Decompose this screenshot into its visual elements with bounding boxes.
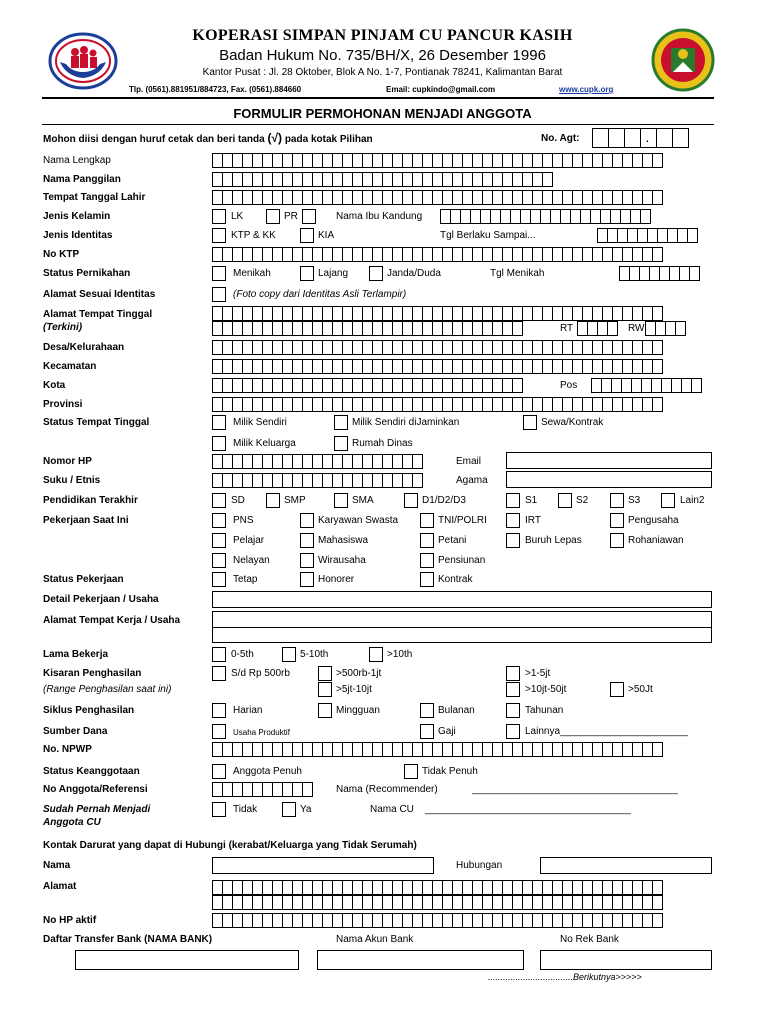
- letter-cell[interactable]: [675, 321, 686, 336]
- pr-checkbox[interactable]: [266, 209, 280, 224]
- usaha-produktif-checkbox[interactable]: [212, 724, 226, 739]
- r10-50-checkbox[interactable]: [506, 682, 520, 697]
- coop-logo: [48, 32, 118, 90]
- form-title: FORMULIR PERMOHONAN MENJADI ANGGOTA: [233, 106, 532, 121]
- letter-cell[interactable]: [542, 172, 553, 187]
- nama-cu-line[interactable]: _____________________________________: [425, 804, 631, 815]
- smp-checkbox[interactable]: [266, 493, 280, 508]
- agama-field[interactable]: [506, 471, 712, 488]
- honorer-label: Honorer: [318, 574, 355, 585]
- smp-label: SMP: [284, 495, 306, 506]
- pensiunan-label: Pensiunan: [438, 555, 486, 566]
- letter-cell[interactable]: [687, 228, 698, 243]
- npwp-field[interactable]: [212, 742, 662, 757]
- r5-10-checkbox[interactable]: [318, 682, 332, 697]
- label-jenis-identitas: Jenis Identitas: [43, 230, 113, 241]
- label-kisaran: Kisaran Penghasilan: [43, 668, 142, 679]
- s1-label: S1: [525, 495, 538, 506]
- petani-checkbox[interactable]: [420, 533, 434, 548]
- letter-cell[interactable]: [652, 340, 663, 355]
- r500-1-label: >500rb-1jt: [336, 668, 382, 679]
- letter-cell[interactable]: [412, 473, 423, 488]
- pos-field[interactable]: [591, 378, 701, 393]
- r10-50-label: >10jt-50jt: [525, 684, 567, 695]
- kontak-alamat-row2[interactable]: [212, 895, 662, 910]
- pensiunan-checkbox[interactable]: [420, 553, 434, 568]
- tgl-berlaku-label: Tgl Berlaku Sampai...: [440, 230, 536, 241]
- lainnya-label[interactable]: Lainnya_______________________: [525, 726, 688, 737]
- address: Kantor Pusat : Jl. 28 Oktober, Blok A No. 1-7, Pontianak 78241, Kalimantan Barat: [202, 67, 563, 78]
- letter-cell[interactable]: [640, 209, 651, 224]
- ktp-kk-checkbox[interactable]: [212, 228, 226, 243]
- agama-label: Agama: [456, 475, 488, 486]
- honorer-checkbox[interactable]: [300, 572, 314, 587]
- email-label: Email: [456, 456, 482, 467]
- letter-cell[interactable]: [652, 742, 663, 757]
- member-no-field[interactable]: [592, 128, 688, 148]
- tahunan-checkbox[interactable]: [506, 703, 520, 718]
- kontak-alamat-row1[interactable]: [212, 880, 662, 895]
- nelayan-checkbox[interactable]: [212, 553, 226, 568]
- tetap-checkbox[interactable]: [212, 572, 226, 587]
- label-desa: Desa/Kelurahaan: [43, 342, 125, 353]
- sd-label: SD: [231, 495, 245, 506]
- label-sumber-dana: Sumber Dana: [43, 726, 108, 737]
- nomor-hp-field[interactable]: [212, 454, 422, 469]
- tidak-penuh-label: Tidak Penuh: [422, 766, 478, 777]
- pr-label: PR: [284, 211, 298, 222]
- r1-5-label: >1-5jt: [525, 668, 551, 679]
- letter-cell[interactable]: [652, 306, 663, 321]
- r500-1-checkbox[interactable]: [318, 666, 332, 681]
- label-status-pekerjaan: Status Pekerjaan: [43, 574, 124, 585]
- letter-cell[interactable]: [691, 378, 702, 393]
- mingguan-checkbox[interactable]: [318, 703, 332, 718]
- hubungan-label: Hubungan: [456, 860, 503, 871]
- letter-cell[interactable]: [652, 397, 663, 412]
- s3-checkbox[interactable]: [610, 493, 624, 508]
- anggota-penuh-label: Anggota Penuh: [233, 766, 302, 777]
- label-alamat-tinggal: Alamat Tempat Tinggal: [43, 309, 153, 320]
- ya-checkbox[interactable]: [282, 802, 296, 817]
- wirausaha-checkbox[interactable]: [300, 553, 314, 568]
- no-anggota-ref-field[interactable]: [212, 782, 312, 797]
- label-kontak-darurat: Kontak Darurat yang dapat di Hubungi (kerabat/Keluarga yang Tidak Serumah): [43, 840, 417, 851]
- r50-label: >50Jt: [628, 684, 653, 695]
- nama-lengkap-field[interactable]: [212, 153, 662, 168]
- kontrak-checkbox[interactable]: [420, 572, 434, 587]
- lajang-checkbox[interactable]: [300, 266, 314, 281]
- s3-label: S3: [628, 495, 641, 506]
- sd500-label: S/d Rp 500rb: [231, 668, 290, 679]
- legal-entity: Badan Hukum No. 735/BH/X, 26 Desember 1996: [219, 47, 546, 64]
- letter-cell[interactable]: [689, 266, 700, 281]
- buruh-checkbox[interactable]: [506, 533, 520, 548]
- r50-checkbox[interactable]: [610, 682, 624, 697]
- buruh-label: Buruh Lepas: [525, 535, 582, 546]
- nama-akun-label: Nama Akun Bank: [336, 934, 414, 945]
- no-hp-aktif-field[interactable]: [212, 913, 662, 928]
- footer-next: ..................................Berikutnya>>>>>: [488, 972, 642, 982]
- label-status-pernikahan: Status Pernikahan: [43, 268, 131, 279]
- alamat-tinggal-row1[interactable]: [212, 306, 662, 321]
- karyawan-label: Karyawan Swasta: [318, 515, 399, 526]
- label-sudah-pernah: Sudah Pernah Menjadi: [43, 804, 151, 815]
- letter-cell[interactable]: [652, 895, 663, 910]
- sd-checkbox[interactable]: [212, 493, 226, 508]
- s2-checkbox[interactable]: [558, 493, 572, 508]
- rohaniawan-label: Rohaniawan: [628, 535, 684, 546]
- mingguan-label: Mingguan: [336, 705, 380, 716]
- detail-pekerjaan-field[interactable]: [212, 591, 712, 608]
- email-field[interactable]: [506, 452, 712, 469]
- foto-copy-label: (Foto copy dari Identitas Asli Terlampir): [233, 289, 407, 300]
- usaha-produktif-label: Usaha Produktif: [233, 728, 290, 737]
- label-no-ktp: No KTP: [43, 249, 80, 260]
- letter-cell[interactable]: [652, 153, 663, 168]
- suku-field[interactable]: [212, 473, 422, 488]
- phone-fax: Tlp. (0561).881951/884723, Fax. (0561).884660: [129, 85, 302, 94]
- th5-10-label: 5-10th: [300, 649, 329, 660]
- kia-checkbox[interactable]: [300, 228, 314, 243]
- sma-checkbox[interactable]: [334, 493, 348, 508]
- label-alamat-identitas: Alamat Sesuai Identitas: [43, 289, 156, 300]
- label-siklus: Siklus Penghasilan: [43, 705, 135, 716]
- label-no-anggota-ref: No Anggota/Referensi: [43, 784, 148, 795]
- header-divider: [42, 97, 714, 99]
- label-pekerjaan: Pekerjaan Saat Ini: [43, 515, 129, 526]
- label-detail-pekerjaan: Detail Pekerjaan / Usaha: [43, 594, 159, 605]
- nama-akun-field[interactable]: [317, 950, 524, 970]
- harian-checkbox[interactable]: [212, 703, 226, 718]
- pr-extra-checkbox[interactable]: [302, 209, 316, 224]
- tgl-berlaku-field[interactable]: [597, 228, 697, 243]
- foto-copy-checkbox[interactable]: [212, 287, 226, 302]
- label-jenis-kelamin: Jenis Kelamin: [43, 211, 111, 222]
- tgl-menikah-field[interactable]: [619, 266, 699, 281]
- letter-cell[interactable]: [652, 880, 663, 895]
- tahunan-label: Tahunan: [525, 705, 564, 716]
- label-status-keanggotaan: Status Keanggotaan: [43, 766, 140, 777]
- mahasiswa-checkbox[interactable]: [300, 533, 314, 548]
- label-suku: Suku / Etnis: [43, 475, 101, 486]
- kia-label: KIA: [318, 230, 335, 241]
- pengusaha-label: Pengusaha: [628, 515, 679, 526]
- sewa-label: Sewa/Kontrak: [541, 417, 604, 428]
- menikah-checkbox[interactable]: [212, 266, 226, 281]
- d123-label: D1/D2/D3: [422, 495, 466, 506]
- th0-5-checkbox[interactable]: [212, 647, 226, 662]
- irt-label: IRT: [525, 515, 541, 526]
- ttl-field[interactable]: [212, 190, 662, 205]
- alamat-kerja-divider: [212, 627, 712, 628]
- petani-label: Petani: [438, 535, 467, 546]
- tni-checkbox[interactable]: [420, 513, 434, 528]
- th10-label: >10th: [387, 649, 413, 660]
- bulanan-checkbox[interactable]: [420, 703, 434, 718]
- lain2-checkbox[interactable]: [661, 493, 675, 508]
- rt-label: RT: [560, 323, 574, 334]
- tgl-menikah-label: Tgl Menikah: [490, 268, 545, 279]
- lainnya-checkbox[interactable]: [506, 724, 520, 739]
- gaji-checkbox[interactable]: [420, 724, 434, 739]
- org-name: KOPERASI SIMPAN PINJAM CU PANCUR KASIH: [192, 27, 573, 44]
- gaji-label: Gaji: [438, 726, 456, 737]
- instruction: Mohon diisi dengan huruf cetak dan beri tanda (√) pada kotak Pilihan: [43, 131, 373, 145]
- label-range: (Range Penghasilan saat ini): [43, 684, 172, 695]
- irt-checkbox[interactable]: [506, 513, 520, 528]
- tni-label: TNI/POLRI: [438, 515, 487, 526]
- pelajar-checkbox[interactable]: [212, 533, 226, 548]
- label-terkini: (Terkini): [43, 322, 83, 333]
- milik-sendiri-label: Milik Sendiri: [233, 417, 287, 428]
- alamat-tinggal-row2[interactable]: [212, 321, 522, 336]
- label-provinsi: Provinsi: [43, 399, 83, 410]
- sewa-checkbox[interactable]: [523, 415, 537, 430]
- recommender-line[interactable]: _____________________________________: [472, 784, 678, 795]
- nama-ibu-label: Nama Ibu Kandung: [336, 211, 423, 222]
- pos-label: Pos: [560, 380, 578, 391]
- nama-recommender-label: Nama (Recommender): [336, 784, 438, 795]
- rw-field[interactable]: [645, 321, 685, 336]
- label-nama-lengkap: Nama Lengkap: [43, 155, 111, 166]
- bulanan-label: Bulanan: [438, 705, 475, 716]
- member-no-label: No. Agt:: [541, 133, 580, 144]
- no-rek-field[interactable]: [540, 950, 712, 970]
- label-alamat: Alamat: [43, 881, 77, 892]
- th5-10-checkbox[interactable]: [282, 647, 296, 662]
- kecamatan-field[interactable]: [212, 359, 662, 374]
- tidak-label: Tidak: [233, 804, 258, 815]
- letter-cell[interactable]: [652, 247, 663, 262]
- email: Email: cupkindo@gmail.com: [386, 85, 496, 94]
- r5-10-label: >5jt-10jt: [336, 684, 372, 695]
- milik-keluarga-checkbox[interactable]: [212, 436, 226, 451]
- letter-cell[interactable]: [412, 454, 423, 469]
- desa-field[interactable]: [212, 340, 662, 355]
- label-daftar-bank: Daftar Transfer Bank (NAMA BANK): [43, 934, 213, 945]
- website-link[interactable]: www.cupk.org: [559, 85, 614, 94]
- ktp-kk-label: KTP & KK: [231, 230, 276, 241]
- label-nama: Nama: [43, 860, 71, 871]
- lajang-label: Lajang: [318, 268, 349, 279]
- provinsi-field[interactable]: [212, 397, 662, 412]
- rumah-dinas-label: Rumah Dinas: [352, 438, 413, 449]
- sma-label: SMA: [352, 495, 374, 506]
- pengusaha-checkbox[interactable]: [610, 513, 624, 528]
- letter-cell[interactable]: [652, 913, 663, 928]
- janda-label: Janda/Duda: [387, 268, 441, 279]
- region-emblem: [645, 28, 721, 92]
- label-status-tempat: Status Tempat Tinggal: [43, 417, 150, 428]
- label-no-hp-aktif: No HP aktif: [43, 915, 97, 926]
- wirausaha-label: Wirausaha: [318, 555, 366, 566]
- label-lama-bekerja: Lama Bekerja: [43, 649, 109, 660]
- th0-5-label: 0-5th: [231, 649, 254, 660]
- nama-bank-field[interactable]: [75, 950, 299, 970]
- tetap-label: Tetap: [233, 574, 258, 585]
- label-kecamatan: Kecamatan: [43, 361, 97, 372]
- tidak-checkbox[interactable]: [212, 802, 226, 817]
- no-ktp-field[interactable]: [212, 247, 662, 262]
- nama-ibu-field[interactable]: [440, 209, 650, 224]
- th10-checkbox[interactable]: [369, 647, 383, 662]
- rumah-dinas-checkbox[interactable]: [334, 436, 348, 451]
- no-rek-label: No Rek Bank: [560, 934, 619, 945]
- d123-checkbox[interactable]: [404, 493, 418, 508]
- pns-checkbox[interactable]: [212, 513, 226, 528]
- letter-cell[interactable]: [652, 190, 663, 205]
- s2-label: S2: [576, 495, 589, 506]
- menikah-label: Menikah: [233, 268, 271, 279]
- pelajar-label: Pelajar: [233, 535, 265, 546]
- milik-keluarga-label: Milik Keluarga: [233, 438, 296, 449]
- tidak-penuh-checkbox[interactable]: [404, 764, 418, 779]
- lk-checkbox[interactable]: [212, 209, 226, 224]
- nama-cu-label: Nama CU: [370, 804, 414, 815]
- rohaniawan-checkbox[interactable]: [610, 533, 624, 548]
- lk-label: LK: [231, 211, 244, 222]
- kota-field[interactable]: [212, 378, 522, 393]
- kontak-nama-field[interactable]: [212, 857, 434, 874]
- lain2-label: Lain2: [680, 495, 705, 506]
- member-no-dot: .: [646, 134, 649, 145]
- ya-label: Ya: [300, 804, 312, 815]
- title-divider: [42, 124, 714, 125]
- r1-5-checkbox[interactable]: [506, 666, 520, 681]
- letter-cell[interactable]: [607, 321, 618, 336]
- harian-label: Harian: [233, 705, 263, 716]
- sd500-checkbox[interactable]: [212, 666, 226, 681]
- letter-cell[interactable]: [302, 782, 313, 797]
- label-kota: Kota: [43, 380, 66, 391]
- letter-cell[interactable]: [512, 321, 523, 336]
- label-nomor-hp: Nomor HP: [43, 456, 92, 467]
- label-npwp: No. NPWP: [43, 744, 92, 755]
- rt-field[interactable]: [577, 321, 617, 336]
- milik-jaminan-checkbox[interactable]: [334, 415, 348, 430]
- label-nama-panggilan: Nama Panggilan: [43, 174, 121, 185]
- label-pendidikan: Pendidikan Terakhir: [43, 495, 138, 506]
- mahasiswa-label: Mahasiswa: [318, 535, 369, 546]
- rw-label: RW: [628, 323, 645, 334]
- label-alamat-kerja: Alamat Tempat Kerja / Usaha: [43, 615, 181, 626]
- nama-panggilan-field[interactable]: [212, 172, 552, 187]
- karyawan-checkbox[interactable]: [300, 513, 314, 528]
- janda-checkbox[interactable]: [369, 266, 383, 281]
- letter-cell[interactable]: [512, 378, 523, 393]
- nelayan-label: Nelayan: [233, 555, 270, 566]
- milik-jaminan-label: Milik Sendiri diJaminkan: [352, 417, 460, 428]
- anggota-penuh-checkbox[interactable]: [212, 764, 226, 779]
- letter-cell[interactable]: [652, 359, 663, 374]
- s1-checkbox[interactable]: [506, 493, 520, 508]
- kontrak-label: Kontrak: [438, 574, 473, 585]
- milik-sendiri-checkbox[interactable]: [212, 415, 226, 430]
- label-ttl: Tempat Tanggal Lahir: [43, 192, 146, 203]
- pns-label: PNS: [233, 515, 254, 526]
- hubungan-field[interactable]: [540, 857, 712, 874]
- label-anggota-cu: Anggota CU: [43, 817, 101, 828]
